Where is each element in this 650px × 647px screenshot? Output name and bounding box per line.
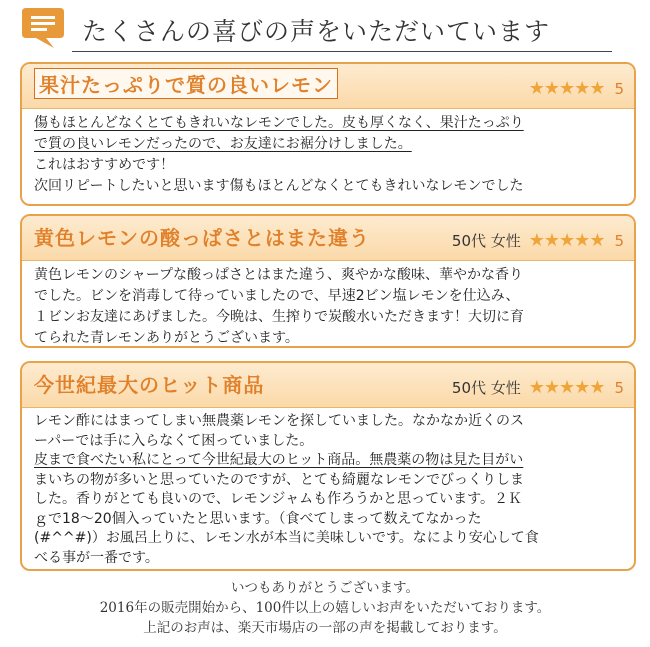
review-line: べる事が一番です。 [34,549,159,566]
rating-value: 5 [614,378,624,397]
review-line: てられた青レモンありがとうございます。 [34,330,299,346]
title-underline [72,51,612,52]
review-line: 皮まで食べたい私にとって今世紀最大のヒット商品。無農薬の物は見た目がい [34,452,524,468]
review-rating [452,377,624,398]
star-rating-icon: ★★★★★ [528,230,605,251]
review-line: 次回リピートしたいと思います傷もほとんどなくとてもきれいなレモンでした [34,178,524,194]
review-line: 傷もほとんどなくとてもきれいなレモンでした。皮も厚くなく、果汁たっぷり [34,115,524,131]
review-line: で質の良いレモンだったので、お友達にお裾分けしました。 [34,136,412,152]
star-rating-icon: ★★★★★ [528,377,605,398]
chat-bubble-icon [20,6,66,50]
review-title: 黄色レモンの酸っぱさとはまた違う [34,226,370,250]
footer-line: 2016年の販売開始から、100件以上の嬉しいお声をいただいております。 [99,600,551,616]
rating-value: 5 [614,231,624,250]
review-line: した。香りがとても良いので、レモンジャムも作ろうかと思っています。２Ｋ [34,491,522,507]
review-line: これはおすすめです！ [34,157,175,173]
review-title: 果汁たっぷりで質の良いレモン [34,68,338,99]
page-footer [0,578,650,638]
review-card-3 [20,361,636,571]
review-text [22,261,634,348]
review-line: でした。ビンを消毒して待っていましたので、早速2ビン塩レモンを仕込み、 [34,288,520,304]
review-text [22,109,634,197]
review-card-2 [20,214,636,348]
footer-line: いつもありがとうございます。 [231,580,419,596]
reviewer-age-gender: 50代 女性 [451,232,521,250]
review-line: レモン酢にはまってしまい無農薬レモンを探していました。なかなか近くのス [34,413,524,429]
review-rating [452,230,624,251]
review-card-1 [20,62,636,206]
review-line: 黄色レモンのシャープな酸っぱさとはまた違う、爽やかな酸味、華やかな香り [34,267,524,283]
reviewer-age-gender: 50代 女性 [451,379,521,397]
footer-line: 上記のお声は、楽天市場店の一部の声を掲載しております。 [143,620,507,636]
review-rating [529,78,624,99]
rating-value: 5 [614,79,624,98]
page-header [10,4,640,54]
review-title: 今世紀最大のヒット商品 [34,373,265,397]
review-line: まいちの物が多いと思っていたのですが、とても綺麗なレモンでびっくりしま [34,471,524,488]
review-header [22,216,634,261]
star-rating-icon: ★★★★★ [528,78,605,99]
review-line: (#^^#)）お風呂上りに、レモン水が本当に美味しいです。なにより安心して食 [34,530,539,546]
review-line: １ビンお友達にあげました。今晩は、生搾りで炭酸水いただきます！大切に育 [34,309,524,325]
review-text [22,408,634,568]
review-line: ーパーでは手に入らなくて困っていました。 [34,432,314,449]
review-header [22,363,634,408]
page-title: たくさんの喜びの声をいただいています [82,17,551,46]
review-line: ｇで18～20個入っていたと思います。（食べてしまって数えてなかった [34,510,482,527]
review-header [22,64,634,109]
